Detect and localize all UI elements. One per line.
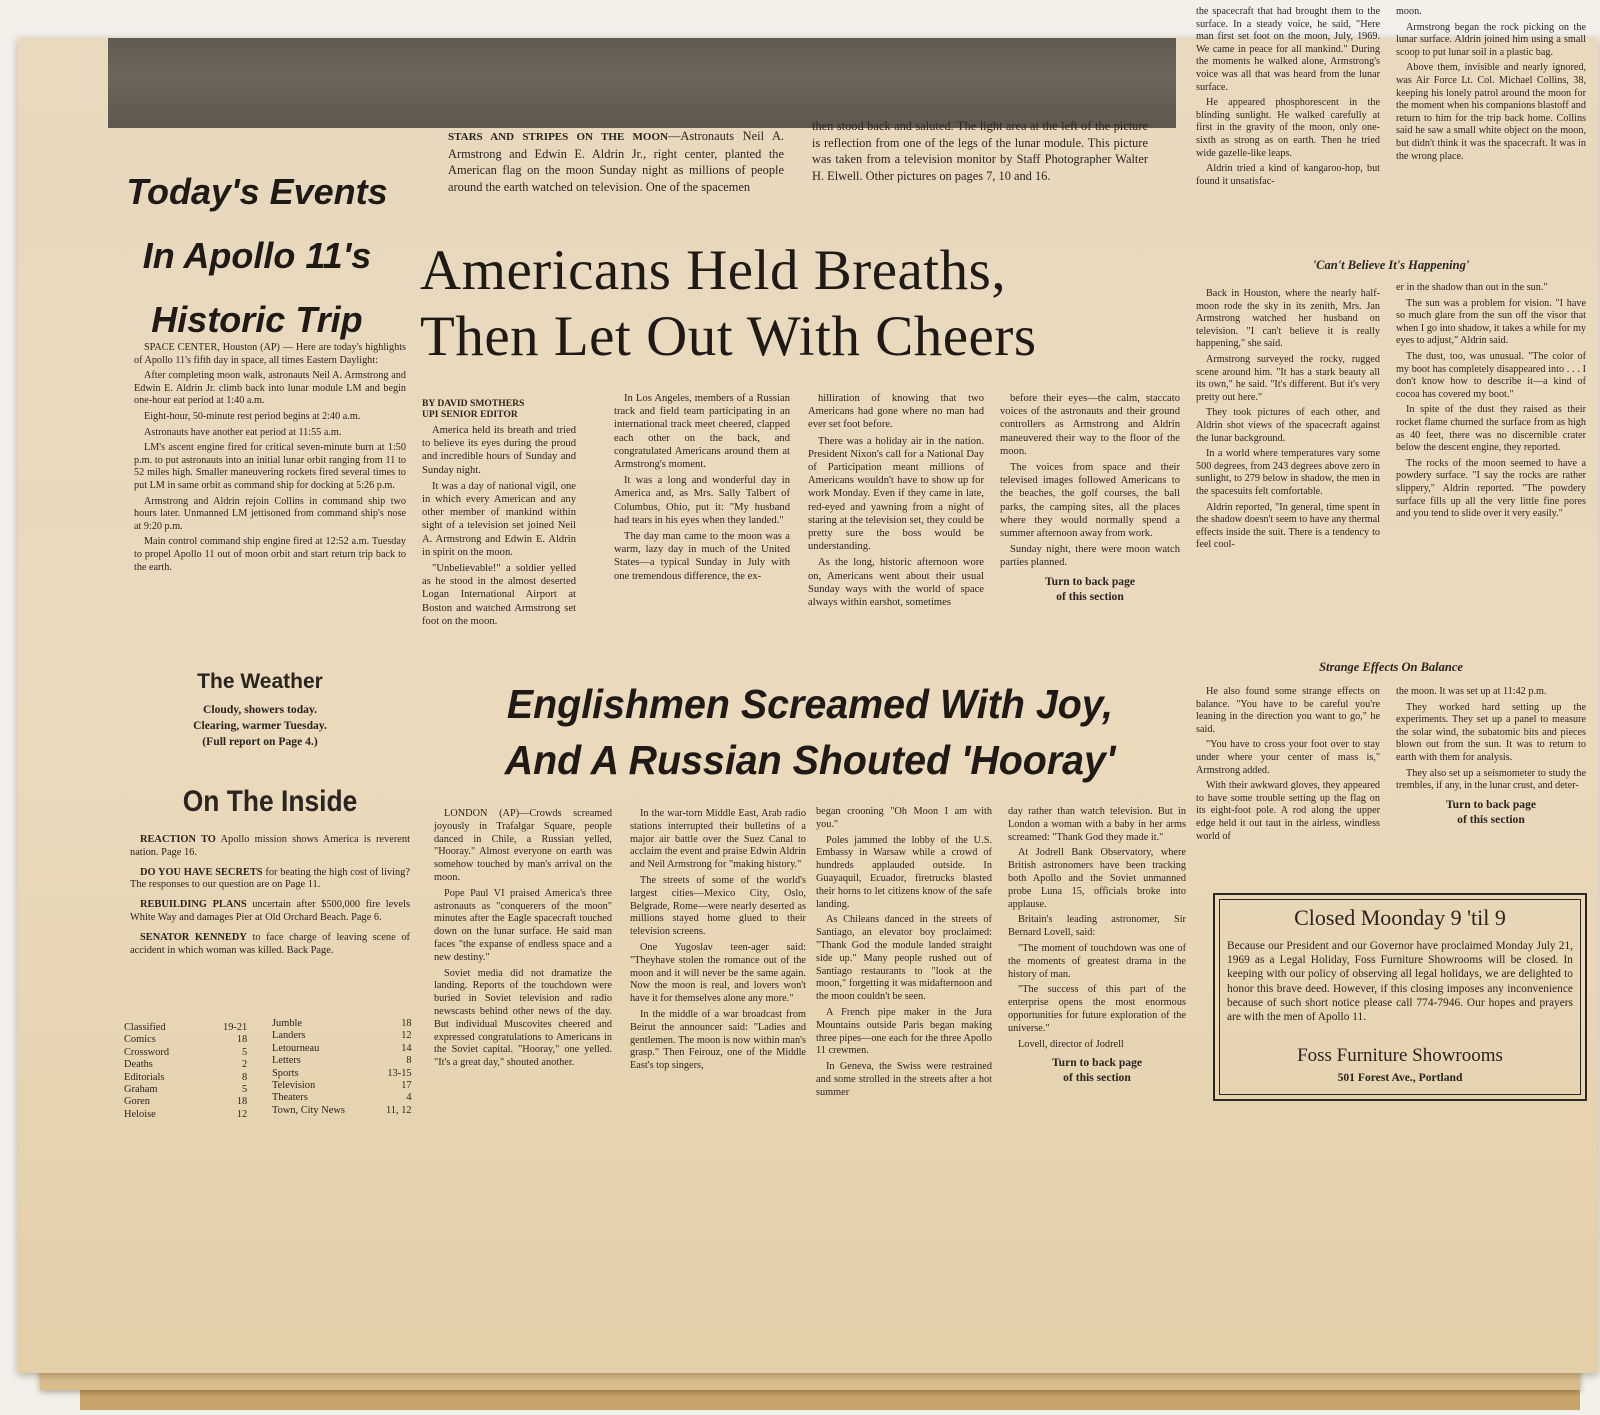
paragraph: Aldrin reported, "In general, time spent in the shadow doesn't seem to have any thermal effects inside the suit. There is a tendency to feel cool- bbox=[1196, 501, 1380, 551]
turn-to-back-page bbox=[1000, 574, 1180, 604]
paragraph: It was a long and wonderful day in America and, as Mrs. Sally Talbert of Columbus, Ohio, put it: "My husband had tears in his eyes when they landed." bbox=[614, 475, 790, 526]
caption-text: —Astronauts Neil A. Armstrong and Edwin E. Aldrin Jr., right center, planted the American flag on the moon Sunday night as millions of people around the earth watched on television. One of the spacemen bbox=[448, 129, 784, 194]
index-row bbox=[122, 1034, 261, 1046]
turn-line: Turn to back page bbox=[1051, 1056, 1143, 1070]
index-row bbox=[122, 1022, 261, 1034]
index-section: Comics bbox=[124, 1034, 156, 1046]
index-section: Landers bbox=[272, 1030, 306, 1042]
paragraph: "The moment of touchdown was one of the moments of greatest drama in the history of man. bbox=[1008, 942, 1186, 980]
index-row bbox=[122, 1059, 261, 1071]
inside-item-text: Apollo mission shows America is reverent nation. Page 16. bbox=[130, 834, 410, 858]
main-headline bbox=[420, 238, 1037, 370]
headline-line: Today's Events bbox=[126, 171, 388, 212]
index-page: 2 bbox=[242, 1059, 248, 1071]
index-row bbox=[122, 1072, 261, 1084]
index-left bbox=[122, 1022, 261, 1121]
paragraph: Armstrong began the rock picking on the lunar surface. Aldrin joined him using a small scoop to put lunar soil in a plastic bag. bbox=[1396, 21, 1586, 58]
paragraph: "You have to cross your foot over to stay under where your center of mass is," Armstrong added. bbox=[1196, 739, 1380, 776]
index-section: Crossword bbox=[124, 1046, 170, 1058]
paragraph: "Unbelievable!" a soldier yelled as he stood in the almost deserted Logan International Airport at Boston and watched Armstrong set foot on the moon. bbox=[422, 563, 576, 627]
weather-line: (Full report on Page 4.) bbox=[202, 735, 318, 748]
weather-line: Clearing, warmer Tuesday. bbox=[193, 719, 327, 732]
paragraph: In the war-torn Middle East, Arab radio stations interrupted their bulletins of a major air battle over the Suez Canal to acclaim the event and praise Edwin Aldrin and Neil Armstrong for "making history." bbox=[630, 808, 806, 871]
index-page: 12 bbox=[236, 1108, 248, 1120]
strange-effects-col1 bbox=[1196, 686, 1380, 846]
paragraph: There was a holiday air in the nation. President Nixon's call for a National Day of Participation meant millions of Americans wouldn't have to show up for work Monday. Even if they came in late, red-eyed and yawning from a night of staring at the television set, they could be pretty sure the boss would be understanding. bbox=[808, 435, 984, 553]
paragraph: In Geneva, the Swiss were restrained and some strolled in the streets after a hot summer bbox=[816, 1061, 992, 1098]
photo-caption-col1 bbox=[448, 128, 784, 195]
paragraph: In Los Angeles, members of a Russian track and field team participating in an international track meet cheered, clapped each other on the back, and congratulated Americans around them at Armstrong's moment. bbox=[614, 393, 790, 471]
paragraph: before their eyes—the calm, staccato voices of the astronauts and their ground controllers as Armstrong and Aldrin maneuvered their way to the floor of the moon. bbox=[1000, 393, 1180, 457]
headline-line: Then Let Out With Cheers bbox=[420, 305, 1037, 368]
index-row bbox=[270, 1092, 426, 1104]
englishmen-col4 bbox=[1008, 806, 1186, 1085]
inside-item-lead: REBUILDING PLANS bbox=[140, 899, 247, 911]
today-events-body bbox=[134, 342, 406, 577]
paragraph: In the middle of a war broadcast from Beirut the announcer said: "Ladies and gentlemen. The moon is now within man's grasp." Then Feirouz, one of the Middle East's top singers, bbox=[630, 1008, 806, 1072]
index-row bbox=[122, 1109, 261, 1121]
weather-line: Cloudy, showers today. bbox=[202, 703, 318, 716]
paragraph: er in the shadow than out in the sun." bbox=[1396, 282, 1548, 293]
index-row bbox=[270, 1018, 426, 1030]
paragraph: LM's ascent engine fired for critical seven-minute burn at 1:50 p.m. to put astronauts into an initial lunar orbit ranging from 11 to 52 miles high. Smaller maneuvering rockets fired several times to put LM in same orbit as command ship for docking at 5:26 p.m. bbox=[134, 442, 406, 491]
index-row bbox=[270, 1055, 426, 1067]
headline-line: In Apollo 11's bbox=[142, 235, 372, 276]
paragraph: In a world where temperatures vary some 500 degrees, from 243 degrees above zero in sunlight, to 279 below in shadow, the men in the spacesuits felt comfortable. bbox=[1196, 448, 1380, 497]
caption-lead: STARS AND STRIPES ON THE MOON bbox=[448, 131, 668, 143]
caption-text: then stood back and saluted. The light area at the left of the picture is reflection from one of the legs of the lunar module. This picture was taken from a television monitor by Staff Photographer Walter H. Elwell. Other pictures on pages 7, 10 and 16. bbox=[812, 119, 1148, 183]
index-page: 18 bbox=[236, 1034, 248, 1046]
inside-item bbox=[130, 899, 410, 925]
index-page: 18 bbox=[401, 1018, 412, 1029]
right-top-col2 bbox=[1396, 6, 1586, 166]
headline-line: Americans Held Breaths, bbox=[420, 239, 1007, 302]
index-section: Goren bbox=[124, 1096, 150, 1108]
index-page: 5 bbox=[242, 1046, 248, 1058]
paragraph: They took pictures of each other, and Aldrin shot views of the spacecraft against the lunar background. bbox=[1196, 407, 1380, 444]
paragraph: began crooning "Oh Moon I am with you." bbox=[816, 806, 992, 830]
index-section: Sports bbox=[272, 1067, 299, 1079]
paragraph: The sun was a problem for vision. "I have so much glare from the sun off the visor that when I go into shadow, it takes a while for my eyes to adjust," Aldrin said. bbox=[1396, 297, 1586, 347]
index-section: Jumble bbox=[272, 1018, 303, 1029]
headline-line: Historic Trip bbox=[151, 299, 363, 340]
paragraph: At Jodrell Bank Observatory, where British astronomers have been tracking both Apollo and the Soviet unmanned probe Luna 15, officials broke into applause. bbox=[1008, 847, 1186, 910]
ad-address: 501 Forest Ave., Portland bbox=[1337, 1071, 1463, 1084]
index-page: 5 bbox=[242, 1084, 248, 1096]
paragraph: "The success of this part of the enterprise opens the most enormous opportunities for future exploration of the universe." bbox=[1008, 984, 1186, 1034]
paragraph: the spacecraft that had brought them to the surface. In a steady voice, he said, "Here man first set foot on the moon, July, 1969. We came in peace for all mankind." During the moments he walked alone, Armstrong's voice was all that was heard from the lunar surface. bbox=[1196, 6, 1380, 93]
index-page: 8 bbox=[242, 1071, 248, 1083]
inside-item-lead: REACTION TO bbox=[140, 834, 216, 845]
index-row bbox=[122, 1084, 261, 1096]
main-story-col3 bbox=[808, 392, 984, 612]
index-page: 11, 12 bbox=[386, 1104, 412, 1116]
index-page: 19-21 bbox=[223, 1022, 248, 1033]
index-row bbox=[270, 1080, 426, 1092]
ad-title: Closed Moonday 9 'til 9 bbox=[1294, 905, 1506, 930]
inside-item-text: for beating the high cost of living? The responses to our question are on Page 11. bbox=[130, 866, 410, 891]
paragraph: Back in Houston, where the nearly half-moon rode the sky in its zenith, Mrs. Jan Armstrong watched her husband on television. "I can't believe it is really happening," she said. bbox=[1196, 288, 1380, 350]
turn-line: of this section bbox=[1056, 589, 1124, 603]
paragraph: They also set up a seismometer to study the trembles, if any, in the lunar crust, and deter- bbox=[1396, 767, 1586, 792]
paragraph: The voices from space and their televised images followed Americans to the beaches, the golf courses, the ball parks, the camping sites, all the places where they would normally spend a summer afternoon away from work. bbox=[1000, 462, 1180, 540]
right-top-col1 bbox=[1196, 6, 1380, 191]
paragraph: Astronauts have another eat period at 11:55 a.m. bbox=[144, 426, 342, 438]
englishmen-col1 bbox=[434, 808, 612, 1073]
index-right bbox=[270, 1018, 426, 1117]
turn-line: Turn to back page bbox=[1044, 574, 1136, 588]
cant-believe-col2 bbox=[1396, 282, 1586, 524]
moon-flag-photo bbox=[108, 38, 1176, 128]
weather-box bbox=[140, 670, 380, 750]
turn-to-back-page bbox=[1396, 797, 1586, 827]
paragraph: Britain's leading astronomer, Sir Bernard Lovell, said: bbox=[1008, 914, 1186, 939]
headline-line: Englishmen Screamed With Joy, bbox=[506, 681, 1114, 727]
turn-line: of this section bbox=[1063, 1071, 1131, 1085]
strange-effects-subhead: Strange Effects On Balance bbox=[1319, 660, 1463, 674]
paragraph: A French pipe maker in the Jura Mountains outside Paris began making three pipes—one each for the three Apollo 11 crewmen. bbox=[816, 1006, 992, 1057]
index-section: Editorials bbox=[124, 1071, 165, 1083]
paragraph: day rather than watch television. But in London a woman with a baby in her arms screamed: "Thank God they made it." bbox=[1008, 806, 1186, 843]
englishmen-headline bbox=[445, 676, 1175, 788]
ad-company: Foss Furniture Showrooms bbox=[1297, 1045, 1503, 1066]
paragraph: the moon. It was set up at 11:42 p.m. bbox=[1396, 686, 1547, 697]
weather-title: The Weather bbox=[197, 670, 323, 693]
ad-body: Because our President and our Governor have proclaimed Monday July 21, 1969 as a Legal Holiday, Foss Furniture Showrooms will be closed. In keeping with our policy of observing all legal holidays, we are delighted to honor this brave deed. However, if this closing imposes any inconvenience because of such short notice please call 774-7946. Our hopes and prayers are with the men of Apollo 11. bbox=[1227, 940, 1573, 1024]
inside-item bbox=[130, 867, 410, 893]
headline-line: And A Russian Shouted 'Hooray' bbox=[504, 737, 1116, 783]
englishmen-col2 bbox=[630, 808, 806, 1076]
paragraph: The dust, too, was unusual. "The color of my boot has completely disappeared into . . . I don't know how to describe it—a kind of cocoa has covered my boot." bbox=[1396, 350, 1586, 400]
paragraph: hilliration of knowing that two Americans had gone where no man had ever set foot before. bbox=[808, 393, 984, 431]
paragraph: The day man came to the moon was a warm, lazy day in much of the United States—a typical Sunday in July with one tremendous difference, the ex- bbox=[614, 531, 790, 582]
paragraph: Above them, invisible and nearly ignored, was Air Force Lt. Col. Michael Collins, 38, keeping his lonely patrol around the moon for the moment when his companions blastoff and return to him for the trip back home. Collins said he saw a small white object on the moon, but didn't think it was the spacecraft. It was in the wrong place. bbox=[1396, 62, 1586, 162]
paragraph: It was a day of national vigil, one in which every American and any other member of mankind within sight of a television set joined Neil A. Armstrong and Edwin E. Aldrin in spirit on the moon. bbox=[422, 480, 576, 558]
turn-to-back-page bbox=[1008, 1055, 1186, 1085]
index-row bbox=[270, 1105, 426, 1117]
paragraph: He also found some strange effects on balance. "You have to be careful you're leaning in the direction you want to go," he said. bbox=[1196, 686, 1380, 735]
paragraph: America held its breath and tried to believe its eyes during the proud and incredible hours of Sunday and Sunday night. bbox=[422, 425, 576, 476]
paragraph: Main control command ship engine fired at 12:52 a.m. Tuesday to propel Apollo 11 out of moon orbit and start return trip back to the earth. bbox=[134, 536, 406, 573]
index-section: Heloise bbox=[124, 1108, 156, 1120]
paragraph: Poles jammed the lobby of the U.S. Embassy in Warsaw while a crowd of hundreds applauded outside. In Guayaquil, Ecuador, firetrucks blasted their horns to let citizens know of the safe landing. bbox=[816, 834, 992, 910]
paragraph: He appeared phosphorescent in the blinding sunlight. He walked carefully at first in the gravity of the moon, only one-sixth as strong as on earth. Then he tried wide gazelle-like leaps. bbox=[1196, 97, 1380, 159]
photo-caption-col2 bbox=[812, 118, 1148, 184]
paragraph: The rocks of the moon seemed to have a powdery surface. "I say the rocks are rather slippery," Aldrin reported. "The powdery surface fills up all the very little fine pores and you tend to slide over it very easily." bbox=[1396, 457, 1586, 520]
index-section: Graham bbox=[124, 1084, 158, 1096]
index-section: Town, City News bbox=[272, 1104, 345, 1116]
paragraph: Soviet media did not dramatize the landing. Reports of the touchdown were buried in Soviet television and radio newscasts behind other news of the day. But individual Muscovites cheered and expressed congratulations to Americans in the Soviet capital. "Hooray," one yelled. "It's a great day," shouted another. bbox=[434, 967, 612, 1069]
index-row bbox=[270, 1068, 426, 1080]
byline-title: UPI SENIOR EDITOR bbox=[422, 409, 518, 420]
paragraph: They worked hard setting up the experiments. They set up a panel to measure the solar wind, the subatomic bits and pieces blown out from the sun. It was to return to earth with them for analysis. bbox=[1396, 701, 1586, 763]
paragraph: In spite of the dust they raised as their rocket flame churned the surface from as high as 40 feet, there was no discernible crater below the descent engine, they reported. bbox=[1396, 404, 1586, 454]
index-section: Deaths bbox=[124, 1059, 153, 1071]
inside-item-lead: SENATOR KENNEDY bbox=[140, 931, 247, 943]
englishmen-col3 bbox=[816, 806, 992, 1103]
paragraph: The streets of some of the world's largest cities—Mexico City, Oslo, Belgrade, Rome—were nearly deserted as millions stayed home glued to their television screens. bbox=[630, 874, 806, 938]
inside-items bbox=[130, 834, 410, 964]
weather-forecast bbox=[140, 702, 380, 750]
index-row bbox=[122, 1096, 261, 1108]
paragraph: SPACE CENTER, Houston (AP) — Here are today's highlights of Apollo 11's fifth day in space, all times Eastern Daylight: bbox=[134, 342, 406, 366]
main-story-col1 bbox=[422, 398, 576, 631]
foss-furniture-ad bbox=[1213, 893, 1587, 1101]
paragraph: With their awkward gloves, they appeared to have some trouble setting up the flag on its eight-foot pole. A rod along the upper edge held it out taut in the airless, windless world of bbox=[1196, 780, 1380, 842]
index-page: 18 bbox=[236, 1096, 248, 1108]
byline: BY DAVID SMOTHERS bbox=[422, 398, 525, 409]
main-story-col4 bbox=[1000, 392, 1180, 604]
index-page: 14 bbox=[401, 1042, 412, 1054]
index-section: Letourneau bbox=[272, 1042, 320, 1054]
index-section: Television bbox=[272, 1080, 316, 1092]
cant-believe-subhead: 'Can't Believe It's Happening' bbox=[1312, 258, 1470, 272]
paragraph: Aldrin tried a kind of kangaroo-hop, but found it unsatisfac- bbox=[1196, 163, 1380, 187]
today-events-headline bbox=[122, 160, 392, 352]
cant-believe-col1 bbox=[1196, 288, 1380, 555]
inside-item bbox=[130, 834, 410, 860]
turn-line: Turn to back page bbox=[1445, 797, 1537, 811]
paragraph: Eight-hour, 50-minute rest period begins at 2:40 a.m. bbox=[144, 410, 361, 422]
paragraph: LONDON (AP)—Crowds screamed joyously in Trafalgar Square, people danced in Chile, a Russian yelled, "Hooray." Almost everyone on earth was somehow touched by man's arrival on the moon. bbox=[434, 808, 612, 883]
index-page: 4 bbox=[406, 1092, 412, 1104]
paragraph: Armstrong surveyed the rocky, rugged scene around him. "It has a stark beauty all its own," he said. "It's different. But it's very pretty out here." bbox=[1196, 353, 1380, 403]
inside-title: On The Inside bbox=[182, 785, 358, 818]
inside-item-text: to face charge of leaving scene of accident in which woman was killed. Back Page. bbox=[130, 931, 410, 956]
inside-item-text: uncertain after $500,000 fire levels White Way and damages Pier at Old Orchard Beach. Page 6. bbox=[130, 899, 410, 923]
paragraph: Lovell, director of Jodrell bbox=[1018, 1038, 1124, 1050]
index-page: 12 bbox=[401, 1030, 412, 1042]
inside-item-lead: DO YOU HAVE SECRETS bbox=[140, 866, 263, 878]
paragraph: As Chileans danced in the streets of Santiago, an elevator boy proclaimed: "Thank God the module landed straight side up." Many people rushed out of Santiago restaurants to "look at the moon," forgetting it was midafternoon and the moon couldn't be seen. bbox=[816, 914, 992, 1003]
turn-line: of this section bbox=[1457, 812, 1525, 826]
index-page: 17 bbox=[401, 1080, 412, 1092]
paragraph: Pope Paul VI praised America's three astronauts as "conquerers of the moon" minutes after the Eagle spacecraft touched down on the lunar surface. He said man faces "the expanse of endless space and a new destiny." bbox=[434, 887, 612, 963]
paragraph: moon. bbox=[1396, 6, 1422, 17]
index-section: Letters bbox=[272, 1055, 301, 1067]
main-story-col2 bbox=[614, 392, 790, 586]
paragraph: As the long, historic afternoon wore on, Americans went about their usual Sunday ways with the world of space always within earshot, sometimes bbox=[808, 557, 984, 609]
paragraph: One Yugoslav teen-ager said: "Theyhave stolen the romance out of the moon and it will never be the same again. Now the moon is real, and lovers won't have it for themselves alone any more." bbox=[630, 941, 806, 1005]
paragraph: Armstrong and Aldrin rejoin Collins in command ship two hours later. Unmanned LM jettisoned from command ship's nose at 9:20 p.m. bbox=[134, 495, 406, 532]
index-section: Classified bbox=[124, 1022, 166, 1033]
index-row bbox=[270, 1043, 426, 1055]
paragraph: After completing moon walk, astronauts Neil A. Armstrong and Edwin E. Aldrin Jr. climb back into lunar module LM and begin one-hour eat period at 1:40 a.m. bbox=[134, 370, 406, 407]
index-row bbox=[270, 1030, 426, 1042]
index-page: 8 bbox=[406, 1055, 412, 1067]
strange-effects-col2 bbox=[1396, 686, 1586, 827]
inside-item bbox=[130, 932, 410, 958]
index-row bbox=[122, 1047, 261, 1059]
index-section: Theaters bbox=[272, 1092, 308, 1104]
index-page: 13-15 bbox=[387, 1067, 412, 1079]
paragraph: Sunday night, there were moon watch parties planned. bbox=[1000, 544, 1180, 569]
